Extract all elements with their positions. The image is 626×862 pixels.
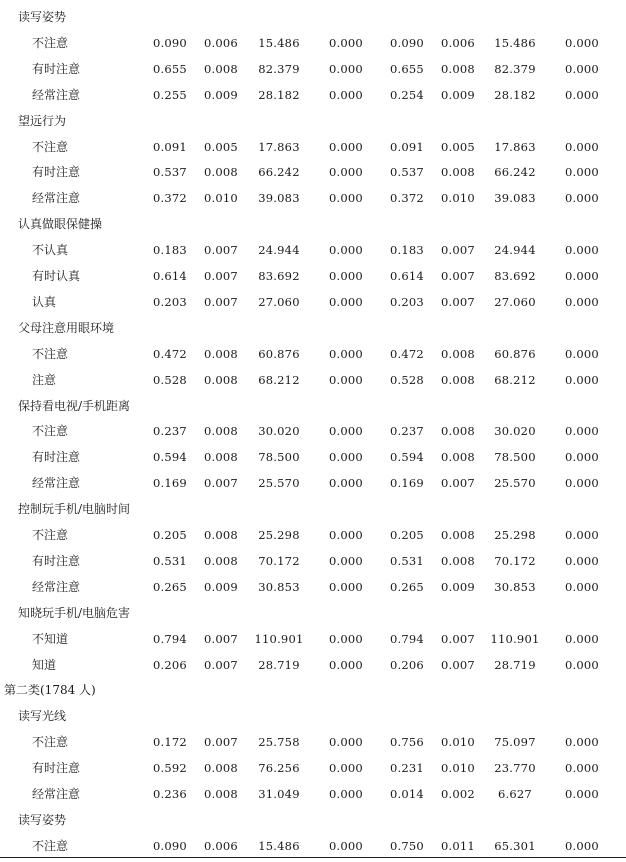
table-cell: 30.853 <box>494 579 536 594</box>
table-cell: 25.298 <box>258 528 300 542</box>
group-label: 读写姿势 <box>18 812 67 827</box>
group-label: 第二类(1784 人) <box>4 683 96 698</box>
group-header-row <box>0 600 626 626</box>
group-header-row <box>0 211 626 237</box>
row-label: 经常注意 <box>32 579 81 594</box>
table-cell: 0.008 <box>204 761 238 776</box>
table-cell: 25.570 <box>494 476 536 491</box>
group-label: 知晓玩手机/电脑危害 <box>18 605 131 620</box>
table-cell: 15.486 <box>258 35 300 50</box>
table-cell: 0.614 <box>153 269 187 283</box>
table-cell: 0.265 <box>390 579 424 594</box>
table-row <box>0 652 626 678</box>
table-cell: 110.901 <box>254 631 304 646</box>
table-cell: 0.007 <box>441 243 475 258</box>
table-row <box>0 574 626 600</box>
table-cell: 0.756 <box>390 735 424 750</box>
table-cell: 0.000 <box>329 269 363 283</box>
row-label: 有时注意 <box>32 165 81 180</box>
table-cell: 39.083 <box>258 191 300 206</box>
table-cell: 0.000 <box>329 165 363 180</box>
table-cell: 0.008 <box>204 450 238 465</box>
table-cell: 0.265 <box>153 579 187 594</box>
table-cell: 0.000 <box>329 553 363 568</box>
table-cell: 23.770 <box>494 761 536 776</box>
table-cell: 0.000 <box>565 735 599 750</box>
table-cell: 0.008 <box>204 424 238 439</box>
table-cell: 0.237 <box>390 424 424 439</box>
row-label: 认真 <box>32 294 57 309</box>
table-cell: 0.000 <box>565 269 599 283</box>
table-cell: 15.486 <box>258 838 300 853</box>
table-cell: 0.255 <box>153 87 187 102</box>
table-row <box>0 781 626 807</box>
table-cell: 0.008 <box>204 372 238 387</box>
table-row <box>0 833 626 859</box>
table-row <box>0 418 626 444</box>
table-cell: 0.007 <box>441 631 475 646</box>
table-row <box>0 755 626 781</box>
table-cell: 0.000 <box>329 838 363 853</box>
table-cell: 0.007 <box>204 243 238 258</box>
table-cell: 0.091 <box>153 139 187 154</box>
row-label: 知道 <box>32 657 57 672</box>
table-cell: 0.006 <box>204 35 238 50</box>
table-cell: 60.876 <box>258 346 300 361</box>
table-cell: 0.472 <box>390 346 424 361</box>
table-cell: 0.090 <box>153 838 187 853</box>
table-cell: 0.007 <box>204 657 238 672</box>
table-cell: 0.205 <box>390 528 424 542</box>
table-cell: 0.000 <box>565 579 599 594</box>
table-cell: 0.000 <box>329 243 363 258</box>
table-cell: 0.000 <box>565 35 599 50</box>
table-row <box>0 82 626 108</box>
table-cell: 0.750 <box>390 838 424 853</box>
table-cell: 0.000 <box>329 787 363 801</box>
table-cell: 76.256 <box>258 761 300 776</box>
table-cell: 28.182 <box>258 87 300 102</box>
table-cell: 0.000 <box>329 191 363 206</box>
table-cell: 0.009 <box>441 87 475 102</box>
table-cell: 0.203 <box>390 294 424 309</box>
table-cell: 25.758 <box>258 735 300 750</box>
table-cell: 0.008 <box>441 61 475 76</box>
row-label: 不注意 <box>32 735 69 750</box>
table-cell: 0.531 <box>153 553 187 568</box>
table-cell: 0.008 <box>204 787 238 801</box>
table-cell: 0.000 <box>329 294 363 309</box>
table-cell: 0.237 <box>153 424 187 439</box>
table-row <box>0 729 626 755</box>
row-label: 有时注意 <box>32 450 81 465</box>
table-cell: 25.570 <box>258 476 300 491</box>
table-row <box>0 289 626 315</box>
row-label: 注意 <box>32 372 57 387</box>
table-row <box>0 548 626 574</box>
table-row <box>0 341 626 367</box>
table-cell: 30.853 <box>258 579 300 594</box>
table-cell: 0.010 <box>441 761 475 776</box>
row-label: 不知道 <box>32 631 69 646</box>
table-cell: 66.242 <box>494 165 536 180</box>
table-cell: 65.301 <box>494 838 536 853</box>
table-cell: 0.009 <box>204 579 238 594</box>
row-label: 有时注意 <box>32 61 81 76</box>
table-cell: 0.000 <box>565 450 599 465</box>
group-label: 望远行为 <box>18 113 67 128</box>
table-cell: 0.000 <box>329 761 363 776</box>
table-cell: 0.091 <box>390 139 424 154</box>
table-cell: 0.008 <box>441 346 475 361</box>
row-label: 不注意 <box>32 424 69 439</box>
group-label: 父母注意用眼环境 <box>18 320 115 335</box>
table-row <box>0 444 626 470</box>
table-cell: 0.000 <box>565 424 599 439</box>
table-cell: 0.000 <box>565 657 599 672</box>
table-cell: 0.007 <box>204 294 238 309</box>
row-label: 经常注意 <box>32 191 81 206</box>
group-header-row <box>0 703 626 729</box>
table-cell: 0.594 <box>153 450 187 465</box>
table-cell: 0.000 <box>329 424 363 439</box>
group-header-row <box>0 677 626 703</box>
table-cell: 0.000 <box>565 787 599 801</box>
row-label: 不注意 <box>32 346 69 361</box>
table-cell: 0.000 <box>329 631 363 646</box>
table-cell: 0.008 <box>441 372 475 387</box>
table-row <box>0 159 626 185</box>
table-row <box>0 237 626 263</box>
table-cell: 82.379 <box>258 61 300 76</box>
table-cell: 0.006 <box>204 838 238 853</box>
table-cell: 0.000 <box>329 579 363 594</box>
table-cell: 0.655 <box>153 61 187 76</box>
row-label: 有时注意 <box>32 553 81 568</box>
table-cell: 0.008 <box>204 346 238 361</box>
group-label: 读写光线 <box>18 709 67 724</box>
group-label: 控制玩手机/电脑时间 <box>18 502 131 517</box>
table-cell: 0.008 <box>204 165 238 180</box>
table-cell: 0.594 <box>390 450 424 465</box>
group-label: 认真做眼保健操 <box>18 217 103 232</box>
row-label: 有时注意 <box>32 761 81 776</box>
table-cell: 0.008 <box>204 61 238 76</box>
table-cell: 0.007 <box>204 476 238 491</box>
table-cell: 0.000 <box>565 243 599 258</box>
table-cell: 0.008 <box>441 528 475 542</box>
table-cell: 0.000 <box>565 346 599 361</box>
table-cell: 0.206 <box>390 657 424 672</box>
group-header-row <box>0 496 626 522</box>
table-cell: 0.172 <box>153 735 187 750</box>
table-cell: 28.719 <box>258 657 300 672</box>
table-cell: 0.005 <box>441 139 475 154</box>
table-cell: 78.500 <box>258 450 300 465</box>
table-cell: 28.182 <box>494 87 536 102</box>
table-cell: 6.627 <box>498 787 532 801</box>
table-cell: 0.007 <box>441 476 475 491</box>
table-cell: 0.254 <box>390 87 424 102</box>
table-row <box>0 134 626 160</box>
table-cell: 0.206 <box>153 657 187 672</box>
table-cell: 60.876 <box>494 346 536 361</box>
table-cell: 27.060 <box>494 294 536 309</box>
table-cell: 0.000 <box>565 165 599 180</box>
table-cell: 0.007 <box>204 269 238 283</box>
table-cell: 68.212 <box>494 372 536 387</box>
table-cell: 0.614 <box>390 269 424 283</box>
table-cell: 0.007 <box>441 294 475 309</box>
table-cell: 0.000 <box>329 61 363 76</box>
table-cell: 30.020 <box>258 424 300 439</box>
table-cell: 0.000 <box>565 87 599 102</box>
table-cell: 31.049 <box>258 787 300 801</box>
table-row <box>0 263 626 289</box>
table-cell: 0.000 <box>329 657 363 672</box>
table-cell: 0.000 <box>565 61 599 76</box>
table-cell: 0.009 <box>204 87 238 102</box>
table-cell: 0.005 <box>204 139 238 154</box>
table-cell: 28.719 <box>494 657 536 672</box>
table-cell: 0.592 <box>153 761 187 776</box>
table-cell: 24.944 <box>258 243 300 258</box>
table-cell: 0.000 <box>329 450 363 465</box>
table-cell: 0.000 <box>329 139 363 154</box>
table-cell: 110.901 <box>490 631 540 646</box>
table-cell: 0.000 <box>329 35 363 50</box>
table-cell: 0.002 <box>441 787 475 801</box>
table-cell: 68.212 <box>258 372 300 387</box>
table-cell: 0.000 <box>565 139 599 154</box>
table-cell: 0.183 <box>390 243 424 258</box>
table-cell: 0.169 <box>153 476 187 491</box>
table-cell: 0.007 <box>441 269 475 283</box>
table-cell: 66.242 <box>258 165 300 180</box>
table-cell: 0.008 <box>204 553 238 568</box>
table-cell: 82.379 <box>494 61 536 76</box>
table-cell: 0.472 <box>153 346 187 361</box>
table-cell: 0.000 <box>565 528 599 542</box>
table-cell: 0.537 <box>390 165 424 180</box>
table-cell: 0.090 <box>390 35 424 50</box>
table-row <box>0 626 626 652</box>
row-label: 有时认真 <box>32 269 81 283</box>
table-cell: 0.000 <box>565 631 599 646</box>
table-cell: 0.008 <box>441 165 475 180</box>
table-cell: 75.097 <box>494 735 536 750</box>
group-header-row <box>0 807 626 833</box>
table-cell: 0.794 <box>390 631 424 646</box>
table-bottom-rule <box>0 857 626 858</box>
table-cell: 0.205 <box>153 528 187 542</box>
table-cell: 0.000 <box>329 372 363 387</box>
table-cell: 0.007 <box>204 735 238 750</box>
group-header-row <box>0 393 626 419</box>
row-label: 不注意 <box>32 35 69 50</box>
table-cell: 0.236 <box>153 787 187 801</box>
table-cell: 0.010 <box>204 191 238 206</box>
table-cell: 70.172 <box>258 553 300 568</box>
table-cell: 39.083 <box>494 191 536 206</box>
table-cell: 83.692 <box>258 269 300 283</box>
table-cell: 0.000 <box>329 87 363 102</box>
table-cell: 0.000 <box>565 761 599 776</box>
table-cell: 0.794 <box>153 631 187 646</box>
table-cell: 0.000 <box>329 346 363 361</box>
table-cell: 0.007 <box>441 657 475 672</box>
table-cell: 0.000 <box>329 476 363 491</box>
group-label: 保持看电视/手机距离 <box>18 398 131 413</box>
table-cell: 24.944 <box>494 243 536 258</box>
table-cell: 83.692 <box>494 269 536 283</box>
row-label: 不注意 <box>32 528 69 542</box>
table-cell: 15.486 <box>494 35 536 50</box>
table-cell: 0.528 <box>153 372 187 387</box>
table-cell: 78.500 <box>494 450 536 465</box>
table-cell: 17.863 <box>258 139 300 154</box>
table-cell: 0.231 <box>390 761 424 776</box>
table-cell: 0.000 <box>565 372 599 387</box>
group-label: 读写姿势 <box>18 10 67 24</box>
table-cell: 0.000 <box>565 838 599 853</box>
table-cell: 0.000 <box>565 294 599 309</box>
table-cell: 0.008 <box>441 424 475 439</box>
table-cell: 0.008 <box>441 553 475 568</box>
table-cell: 0.090 <box>153 35 187 50</box>
table-cell: 0.010 <box>441 735 475 750</box>
group-header-row <box>0 315 626 341</box>
table-cell: 0.008 <box>204 528 238 542</box>
group-header-row <box>0 4 626 30</box>
table-cell: 0.372 <box>390 191 424 206</box>
table-row <box>0 367 626 393</box>
table-row <box>0 56 626 82</box>
table-cell: 0.009 <box>441 579 475 594</box>
table-cell: 0.011 <box>441 838 475 853</box>
table-cell: 0.007 <box>204 631 238 646</box>
table-cell: 0.183 <box>153 243 187 258</box>
group-header-row <box>0 108 626 134</box>
table-cell: 0.000 <box>329 735 363 750</box>
row-label: 不认真 <box>32 243 69 258</box>
table-cell: 0.372 <box>153 191 187 206</box>
row-label: 经常注意 <box>32 87 81 102</box>
table-row <box>0 470 626 496</box>
row-label: 经常注意 <box>32 476 81 491</box>
table-cell: 0.010 <box>441 191 475 206</box>
table-cell: 0.528 <box>390 372 424 387</box>
table-row <box>0 522 626 548</box>
table-cell: 0.203 <box>153 294 187 309</box>
table-cell: 25.298 <box>494 528 536 542</box>
row-label: 不注意 <box>32 139 69 154</box>
table-cell: 70.172 <box>494 553 536 568</box>
table-cell: 0.006 <box>441 35 475 50</box>
table-cell: 0.008 <box>441 450 475 465</box>
table-cell: 0.531 <box>390 553 424 568</box>
table-cell: 0.014 <box>390 787 424 801</box>
table-cell: 0.000 <box>565 191 599 206</box>
table-cell: 17.863 <box>494 139 536 154</box>
table-cell: 30.020 <box>494 424 536 439</box>
table-row <box>0 185 626 211</box>
row-label: 不注意 <box>32 838 69 853</box>
table-cell: 0.537 <box>153 165 187 180</box>
table-cell: 27.060 <box>258 294 300 309</box>
table-cell: 0.169 <box>390 476 424 491</box>
table-cell: 0.000 <box>565 476 599 491</box>
table-cell: 0.000 <box>565 553 599 568</box>
row-label: 经常注意 <box>32 787 81 801</box>
table-cell: 0.000 <box>329 528 363 542</box>
table-cell: 0.655 <box>390 61 424 76</box>
table-row <box>0 30 626 56</box>
